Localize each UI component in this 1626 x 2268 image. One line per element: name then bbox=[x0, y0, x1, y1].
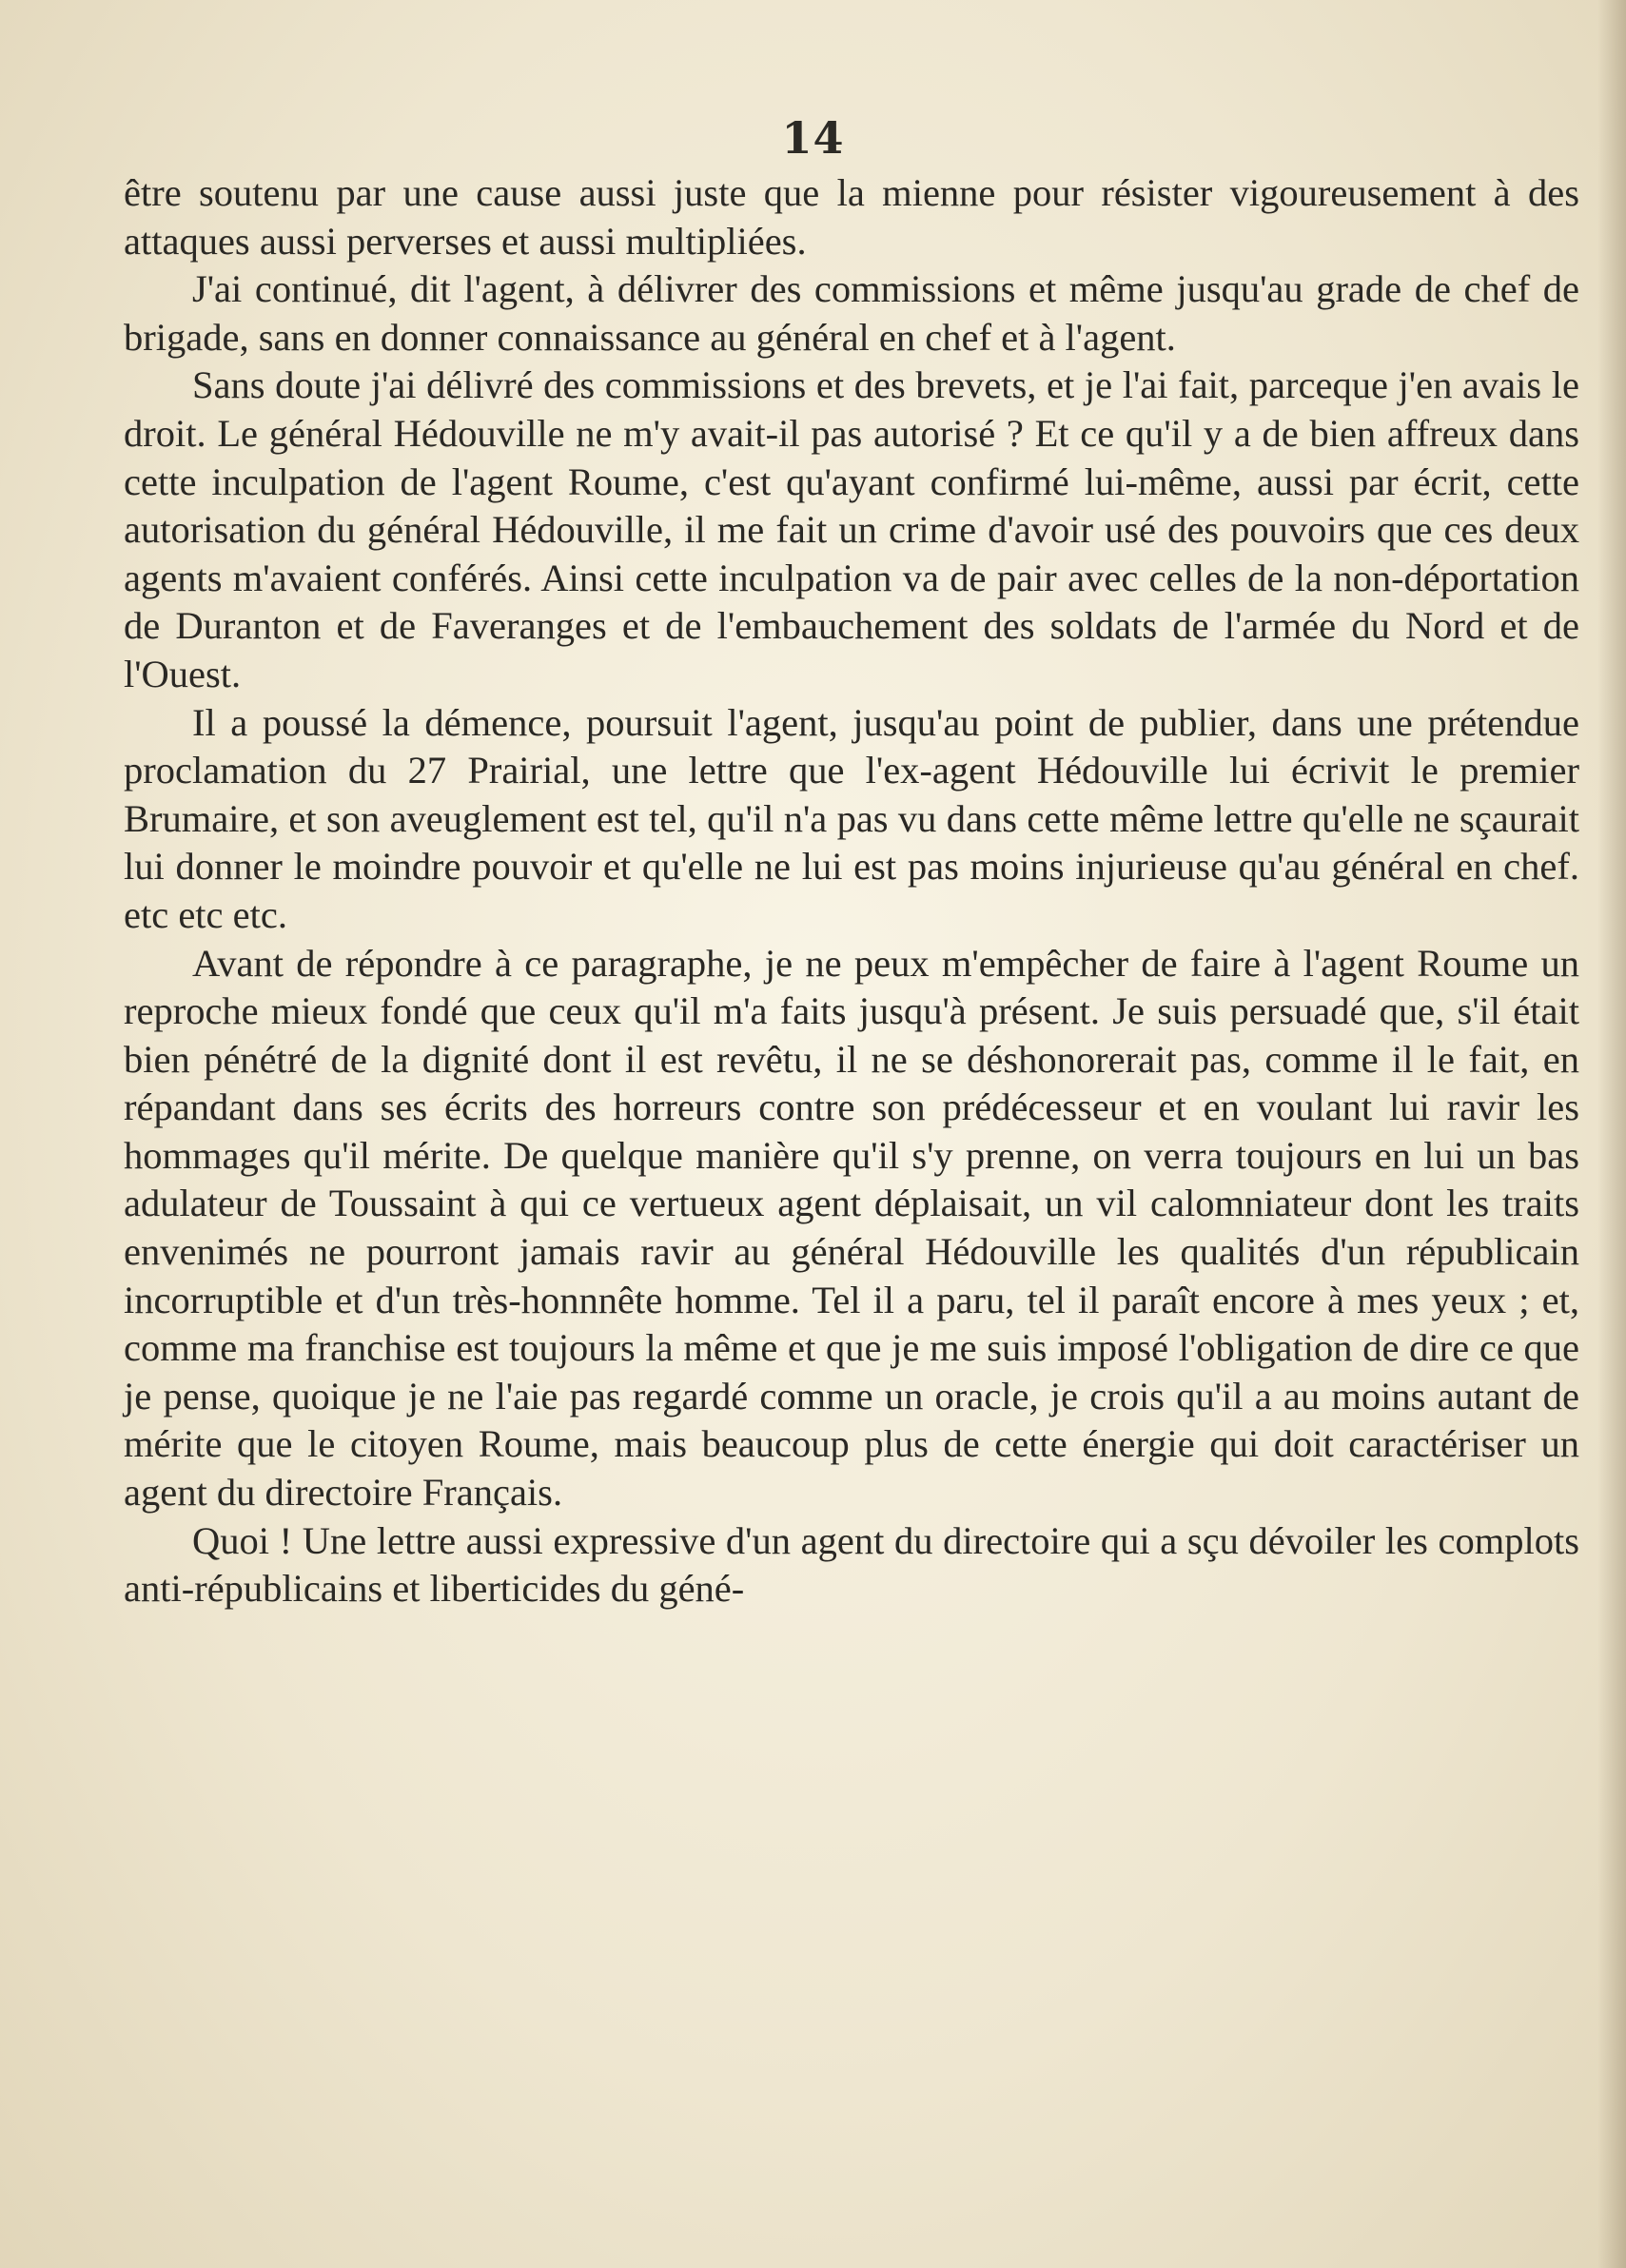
page-fold-shadow bbox=[1597, 0, 1626, 2268]
paragraph-quoi: Quoi ! Une lettre aussi expressive d'un agent du directoire qui a sçu dévoiler les complots anti-républicains et liberticides du géné- bbox=[124, 1518, 1579, 1611]
paragraph-continuation: être soutenu par une cause aussi juste que la mienne pour résister vigoureusement à des attaques aussi perverses et aussi multipliées. bbox=[124, 171, 1579, 263]
page-text bbox=[124, 169, 1579, 1613]
paragraph-reply-roume: Avant de répondre à ce paragraphe, je ne peux m'empêcher de faire à l'agent Roume un reproche mieux fondé que ceux qu'il m'a faits jusqu'à présent. Je suis persuadé que, s'il était bien pénétré de la dignité dont il est revêtu, il ne se déshonorerait pas, comme il le fait, en répandant dans ses écrits des horreurs contre son prédécesseur et en voulant lui ravir les hommages qu'il mérite. De quelque manière qu'il s'y prenne, on verra toujours en lui un bas adulateur de Toussaint à qui ce vertueux agent déplaisait, un vil calomniateur dont les traits envenimés ne pourront jamais ravir au général Hédouville les qualités d'un républicain incorruptible et d'un très-honnnête homme. Tel il a paru, tel il paraît encore à mes yeux ; et, comme ma franchise est toujours la même et que je me suis imposé l'obligation de dire ce que je pense, quoique je ne l'aie pas regardé comme un oracle, je crois qu'il a au moins autant de mérite que le citoyen Roume, mais beaucoup plus de cette énergie qui doit caractériser un agent du directoire Français. bbox=[124, 941, 1579, 1515]
paragraph-quote-commissions: J'ai continué, dit l'agent, à délivrer des commissions et même jusqu'au grade de chef de brigade, sans en donner connaissance au général en chef et à l'agent. bbox=[124, 267, 1579, 359]
paragraph-quote-dementia: Il a poussé la démence, poursuit l'agent, jusqu'au point de publier, dans une prétendue proclamation du 27 Prairial, une lettre que l'ex-agent Hédouville lui écrivit le premier Brumaire, et son aveuglement est tel, qu'il n'a pas vu dans cette même lettre qu'elle ne sçaurait lui donner le moindre pouvoir et qu'elle ne lui est pas moins injurieuse qu'au général en chef. etc etc etc. bbox=[124, 700, 1579, 936]
paragraph-reply-commissions: Sans doute j'ai délivré des commissions et des brevets, et je l'ai fait, parceque j'en avais le droit. Le général Hédouville ne m'y avait-il pas autorisé ? Et ce qu'il y a de bien affreux dans cette inculpation de l'agent Roume, c'est qu'ayant confirmé lui-même, aussi par écrit, cette autorisation du général Hédouville, il me fait un crime d'avoir usé des pouvoirs que ces deux agents m'avaient conférés. Ainsi cette inculpation va de pair avec celles de la non-déportation de Duranton et de Faveranges et de l'embauchement des soldats de l'armée du Nord et de l'Ouest. bbox=[124, 363, 1579, 695]
page-number: 14 bbox=[781, 112, 845, 164]
